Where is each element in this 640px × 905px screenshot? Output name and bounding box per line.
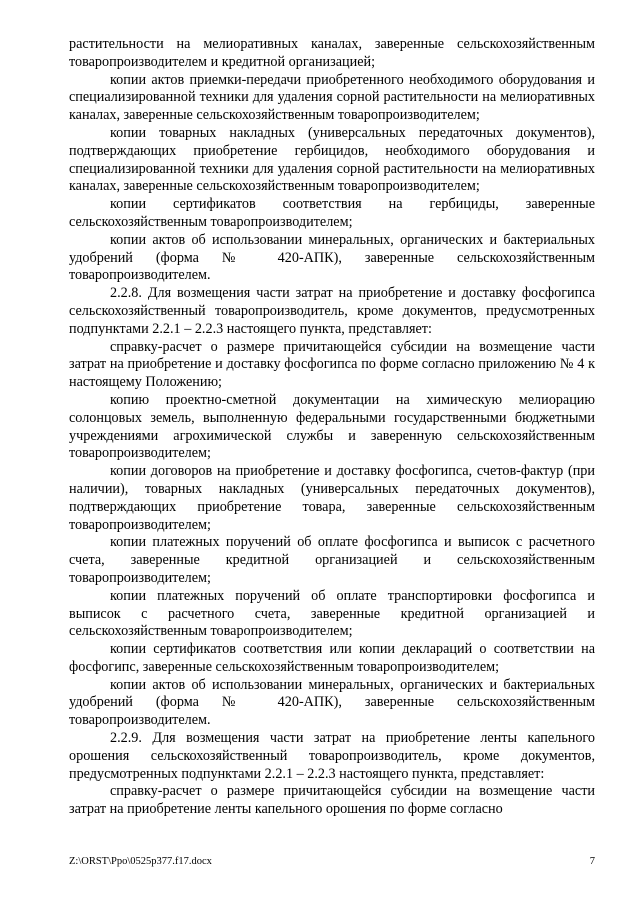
paragraph-calculation-phosphogypsum: справку-расчет о размере причитающейся субсидии на возмещение части затрат на приобретение и доставку фосфогипса по форме согласно приложению № 4 к настоящему Положению;: [69, 338, 595, 391]
footer-file-path: Z:\ORST\Ppo\0525p377.f17.docx: [69, 856, 212, 867]
paragraph-waybills-herbicides: копии товарных накладных (универсальных передаточных документов), подтверждающих приобретение гербицидов, необходимого оборудования и специализированной техники для удаления сорной растительности на мелиоративных каналах, заверенные сельскохозяйственным товаропроизводителем;: [69, 124, 595, 195]
paragraph-section-2-2-8: 2.2.8. Для возмещения части затрат на приобретение и доставку фосфогипса сельскохозяйственный товаропроизводитель, кроме документов, предусмотренных подпунктами 2.2.1 – 2.2.3 настоящего пункта, представляет:: [69, 285, 595, 337]
paragraph-design-documentation: копию проектно-сметной документации на химическую мелиорацию солонцовых земель, выполненную федеральными государственными бюджетными учреждениями агрохимической службы и заверенную сельскохозяйственным товаропроизводителем;: [69, 391, 595, 462]
paragraph-fertilizer-acts-1: копии актов об использовании минеральных, органических и бактериальных удобрений (форма № 420-АПК), заверенные сельскохозяйственным товаропроизводителем.: [69, 231, 595, 284]
paragraph-continuation: растительности на мелиоративных каналах, заверенные сельскохозяйственным товаропроизводителем и кредитной организацией;: [69, 36, 595, 70]
paragraph-section-2-2-9: 2.2.9. Для возмещения части затрат на приобретение ленты капельного орошения сельскохозяйственный товаропроизводитель, кроме документов, предусмотренных подпунктами 2.2.1 – 2.2.3 настоящего пункта, представляет:: [69, 730, 595, 782]
paragraph-contracts-phosphogypsum: копии договоров на приобретение и доставку фосфогипса, счетов-фактур (при наличии), товарных накладных (универсальных передаточных документов), подтверждающих приобретение товара, заверенные сельскохозяйственным товаропроизводителем;: [69, 463, 595, 533]
paragraph-certificates-herbicides: копии сертификатов соответствия на гербициды, заверенные сельскохозяйственным товаропроизводителем;: [69, 196, 595, 230]
page-number: 7: [589, 856, 595, 867]
paragraph-certificates-phosphogypsum: копии сертификатов соответствия или копии деклараций о соответствии на фосфогипс, заверенные сельскохозяйственным товаропроизводителем;: [69, 641, 595, 675]
paragraph-payment-orders-transport: копии платежных поручений об оплате транспортировки фосфогипса и выписок с расчетного счета, заверенные кредитной организацией и сельскохозяйственным товаропроизводителем;: [69, 587, 595, 640]
paragraph-calculation-drip-tape: справку-расчет о размере причитающейся субсидии на возмещение части затрат на приобретение ленты капельного орошения по форме согласно: [69, 783, 595, 818]
paragraph-fertilizer-acts-2: копии актов об использовании минеральных, органических и бактериальных удобрений (форма № 420-АПК), заверенные сельскохозяйственным товаропроизводителем.: [69, 676, 595, 729]
document-body: [69, 36, 595, 819]
paragraph-acts-acceptance: копии актов приемки-передачи приобретенного необходимого оборудования и специализированной техники для удаления сорной растительности на мелиоративных каналах, заверенные сельскохозяйственным товаропроизводителем;: [69, 71, 595, 124]
paragraph-payment-orders-phosphogypsum: копии платежных поручений об оплате фосфогипса и выписок с расчетного счета, заверенные кредитной организацией и сельскохозяйственным товаропроизводителем;: [69, 534, 595, 586]
